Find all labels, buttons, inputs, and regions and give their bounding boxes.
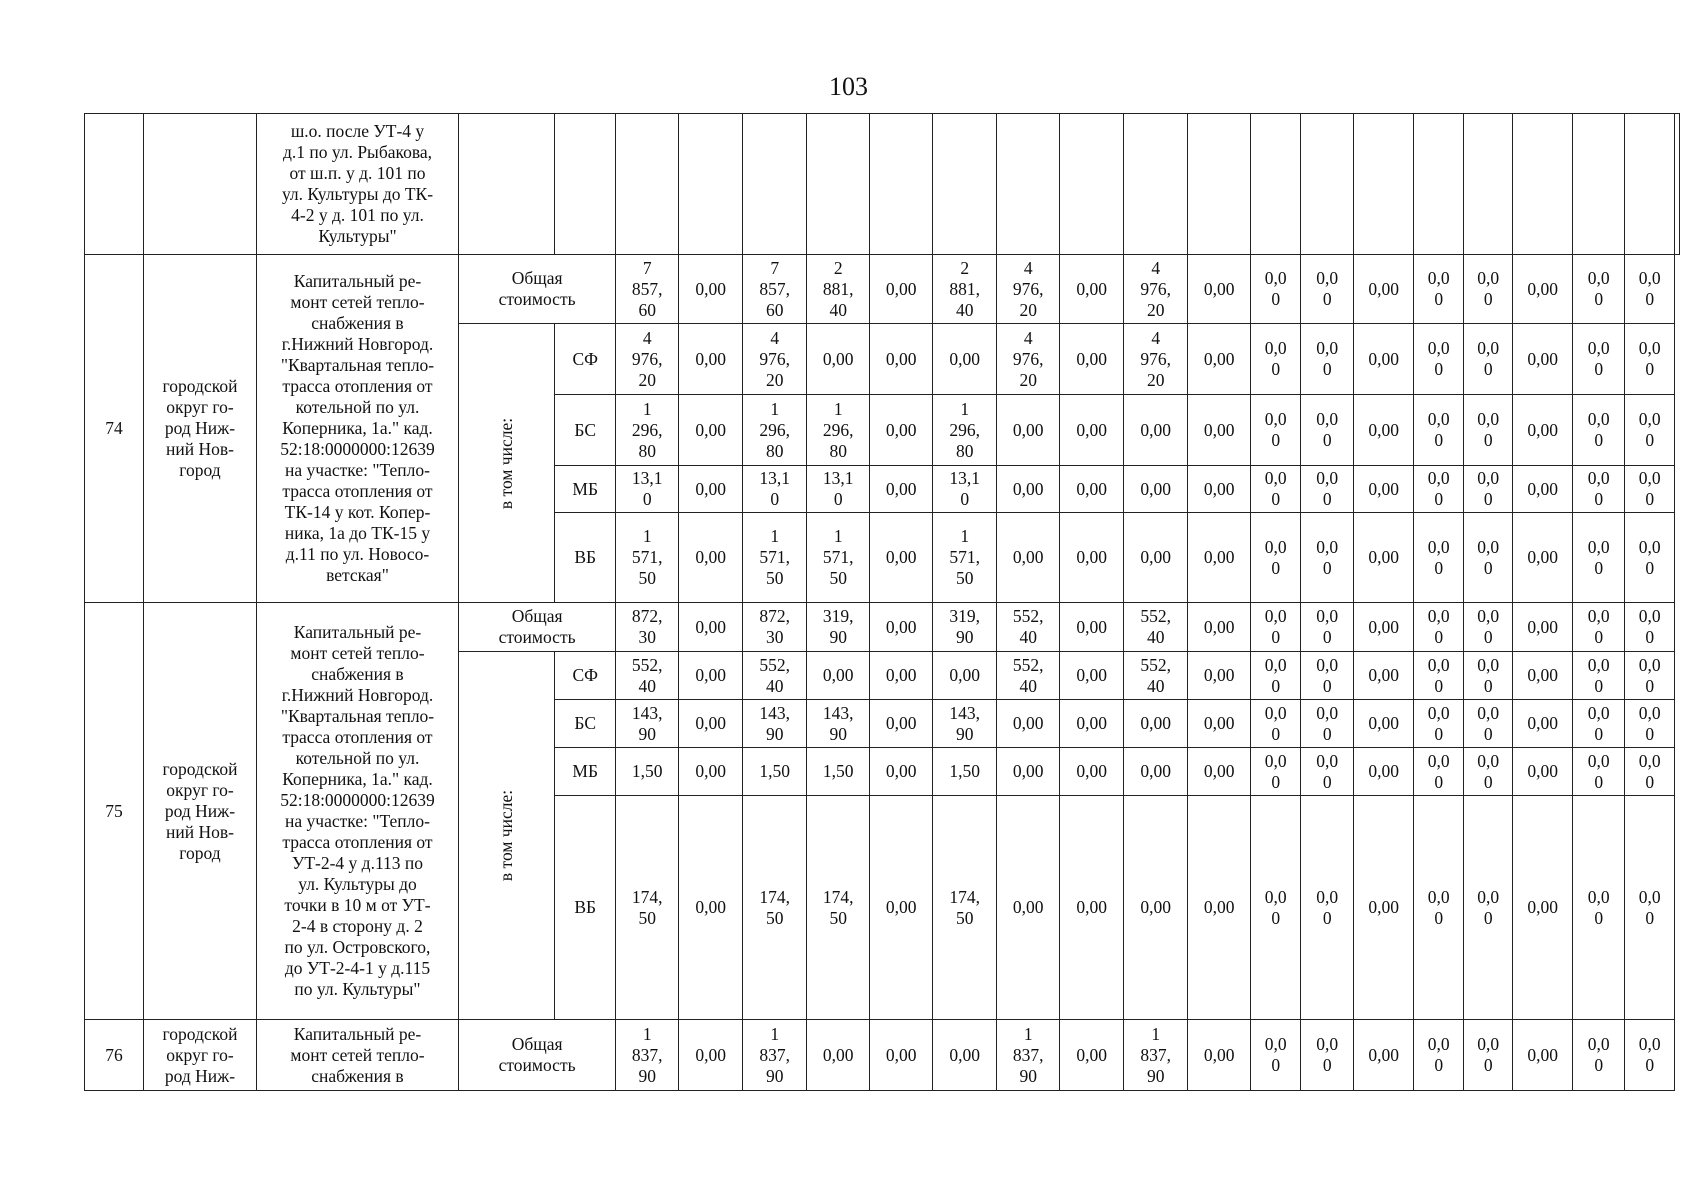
value-cell: 0,0 0: [1464, 395, 1513, 466]
value-cell: [1188, 114, 1251, 255]
value-cell: 0,00: [870, 796, 933, 1020]
municipality-cell: [144, 114, 257, 255]
including-label-text: в том числе:: [496, 417, 517, 509]
value-cell: 0,00: [1513, 395, 1573, 466]
value-cell: 13,1 0: [743, 466, 807, 513]
value-cell: 0,00: [1188, 324, 1251, 395]
value-cell: 0,0 0: [1251, 1020, 1301, 1091]
value-cell: 0,00: [1060, 395, 1124, 466]
value-cell: 1,50: [933, 748, 997, 796]
value-cell: 2 881, 40: [807, 255, 870, 324]
value-cell: 0,00: [1188, 603, 1251, 652]
value-cell: 0,00: [870, 603, 933, 652]
municipality-cell: городской округ го- род Ниж-: [144, 1020, 257, 1091]
total-cost-label: Общая стоимость: [459, 603, 616, 652]
value-cell: [679, 114, 743, 255]
value-cell: 0,0 0: [1573, 748, 1625, 796]
municipality-cell: городской округ го- род Ниж- ний Нов- город: [144, 255, 257, 603]
value-cell: 4 976, 20: [1124, 324, 1188, 395]
including-label: [459, 652, 555, 1020]
value-cell: [933, 114, 997, 255]
value-cell: 0,0 0: [1625, 513, 1675, 603]
value-cell: 0,0 0: [1301, 324, 1354, 395]
value-cell: 0,0 0: [1464, 748, 1513, 796]
total-cost-label: Общая стоимость: [459, 255, 616, 324]
value-cell: 0,00: [1513, 255, 1573, 324]
value-cell: 0,00: [679, 255, 743, 324]
value-cell: 0,00: [1513, 466, 1573, 513]
value-cell: [1124, 114, 1188, 255]
value-cell: 0,0 0: [1251, 652, 1301, 700]
table-row: [85, 255, 1680, 324]
value-cell: 1 296, 80: [743, 395, 807, 466]
value-cell: 0,0 0: [1464, 796, 1513, 1020]
value-cell: 0,0 0: [1464, 466, 1513, 513]
value-cell: [1513, 114, 1573, 255]
value-cell: 143, 90: [933, 700, 997, 748]
value-cell: 0,0 0: [1301, 700, 1354, 748]
funding-source: ВБ: [555, 796, 616, 1020]
value-cell: 0,00: [1513, 324, 1573, 395]
value-cell: 1 837, 90: [1124, 1020, 1188, 1091]
value-cell: 1 296, 80: [807, 395, 870, 466]
value-cell: 4 976, 20: [616, 324, 679, 395]
page-number: 103: [829, 72, 868, 101]
value-cell: 0,00: [807, 652, 870, 700]
empty-cell: [459, 114, 555, 255]
value-cell: 0,00: [997, 466, 1060, 513]
value-cell: 0,0 0: [1251, 324, 1301, 395]
value-cell: 0,00: [1354, 796, 1414, 1020]
budget-table: [84, 113, 1680, 1091]
row-number: 76: [85, 1020, 144, 1091]
funding-source: СФ: [555, 324, 616, 395]
funding-source: СФ: [555, 652, 616, 700]
value-cell: [1573, 114, 1625, 255]
value-cell: 1 837, 90: [743, 1020, 807, 1091]
value-cell: 0,0 0: [1625, 255, 1675, 324]
table-row: [85, 603, 1680, 652]
value-cell: 0,0 0: [1301, 603, 1354, 652]
value-cell: 0,00: [1060, 1020, 1124, 1091]
value-cell: 0,00: [1513, 700, 1573, 748]
value-cell: 0,00: [933, 324, 997, 395]
value-cell: 0,00: [1188, 255, 1251, 324]
value-cell: 319, 90: [807, 603, 870, 652]
value-cell: 1 571, 50: [743, 513, 807, 603]
value-cell: 552, 40: [1124, 603, 1188, 652]
value-cell: 0,00: [1124, 466, 1188, 513]
value-cell: 0,0 0: [1301, 652, 1354, 700]
value-cell: 0,00: [679, 796, 743, 1020]
value-cell: 0,0 0: [1251, 513, 1301, 603]
empty-cell: [555, 114, 616, 255]
value-cell: 0,00: [1354, 395, 1414, 466]
value-cell: 0,00: [870, 1020, 933, 1091]
table-row: [85, 1020, 1680, 1091]
value-cell: 0,00: [679, 1020, 743, 1091]
value-cell: 0,00: [1060, 748, 1124, 796]
row-number: [85, 114, 144, 255]
value-cell: [870, 114, 933, 255]
value-cell: 552, 40: [997, 603, 1060, 652]
value-cell: [1354, 114, 1414, 255]
value-cell: 0,00: [997, 513, 1060, 603]
value-cell: 0,00: [679, 652, 743, 700]
value-cell: 0,00: [1188, 748, 1251, 796]
value-cell: 0,0 0: [1301, 513, 1354, 603]
value-cell: 13,1 0: [807, 466, 870, 513]
value-cell: 2 881, 40: [933, 255, 997, 324]
value-cell: 0,00: [1354, 748, 1414, 796]
row-number: 74: [85, 255, 144, 603]
value-cell: 0,0 0: [1414, 324, 1464, 395]
value-cell: 0,0 0: [1301, 395, 1354, 466]
value-cell: 0,00: [1124, 513, 1188, 603]
value-cell: 0,0 0: [1414, 652, 1464, 700]
value-cell: [1060, 114, 1124, 255]
value-cell: 0,00: [1060, 513, 1124, 603]
value-cell: 0,00: [1060, 603, 1124, 652]
value-cell: 872, 30: [743, 603, 807, 652]
value-cell: 0,00: [997, 395, 1060, 466]
value-cell: 0,00: [870, 652, 933, 700]
value-cell: 0,00: [1188, 796, 1251, 1020]
value-cell: 0,0 0: [1625, 466, 1675, 513]
value-cell: 0,00: [1513, 796, 1573, 1020]
value-cell: 0,00: [870, 395, 933, 466]
value-cell: 0,0 0: [1464, 255, 1513, 324]
funding-source: ВБ: [555, 513, 616, 603]
value-cell: [1464, 114, 1513, 255]
description-cell: Капитальный ре- монт сетей тепло- снабжения в: [257, 1020, 459, 1091]
value-cell: [616, 114, 679, 255]
value-cell: 0,00: [870, 748, 933, 796]
funding-source: БС: [555, 700, 616, 748]
value-cell: 0,00: [1124, 395, 1188, 466]
value-cell: 0,00: [1060, 255, 1124, 324]
value-cell: 1 571, 50: [807, 513, 870, 603]
value-cell: 0,00: [1354, 255, 1414, 324]
value-cell: 552, 40: [616, 652, 679, 700]
value-cell: 0,00: [870, 513, 933, 603]
value-cell: [1251, 114, 1301, 255]
value-cell: [997, 114, 1060, 255]
value-cell: 174, 50: [933, 796, 997, 1020]
value-cell: 0,00: [933, 1020, 997, 1091]
value-cell: 0,0 0: [1625, 796, 1675, 1020]
value-cell: 0,0 0: [1414, 700, 1464, 748]
value-cell: 0,00: [1188, 513, 1251, 603]
value-cell: 0,00: [1513, 603, 1573, 652]
value-cell: 0,00: [997, 700, 1060, 748]
value-cell: 0,0 0: [1573, 700, 1625, 748]
value-cell: 0,0 0: [1573, 652, 1625, 700]
value-cell: 143, 90: [807, 700, 870, 748]
value-cell: [1675, 114, 1680, 255]
value-cell: 552, 40: [997, 652, 1060, 700]
value-cell: 0,00: [1354, 466, 1414, 513]
value-cell: [1301, 114, 1354, 255]
value-cell: 0,0 0: [1251, 603, 1301, 652]
value-cell: 0,0 0: [1464, 513, 1513, 603]
value-cell: 4 976, 20: [1124, 255, 1188, 324]
value-cell: 0,00: [1513, 1020, 1573, 1091]
value-cell: 0,0 0: [1251, 395, 1301, 466]
value-cell: 0,0 0: [1573, 513, 1625, 603]
total-cost-label: Общая стоимость: [459, 1020, 616, 1091]
description-cell: ш.о. после УТ-4 у д.1 по ул. Рыбакова, от ш.п. у д. 101 по ул. Культуры до ТК- 4-2 у д. 101 по ул. Культуры": [257, 114, 459, 255]
value-cell: 0,00: [1188, 395, 1251, 466]
value-cell: 0,00: [1188, 700, 1251, 748]
value-cell: [807, 114, 870, 255]
value-cell: 0,00: [1354, 652, 1414, 700]
value-cell: 0,00: [997, 748, 1060, 796]
value-cell: 552, 40: [743, 652, 807, 700]
value-cell: 7 857, 60: [743, 255, 807, 324]
value-cell: 0,0 0: [1464, 700, 1513, 748]
value-cell: 0,0 0: [1414, 748, 1464, 796]
value-cell: 1,50: [807, 748, 870, 796]
description-cell: Капитальный ре- монт сетей тепло- снабжения в г.Нижний Новгород. "Квартальная тепло- трасса отопления от котельной по ул. Коперника, 1а." кад. 52:18:0000000:12639 на участке: "Тепло- трасса отопления от ТК-14 у кот. Копер- ника, 1а до ТК-15 у д.11 по ул. Новосо- ветская": [257, 255, 459, 603]
value-cell: 7 857, 60: [616, 255, 679, 324]
value-cell: 0,00: [870, 255, 933, 324]
value-cell: 0,00: [870, 700, 933, 748]
value-cell: 0,00: [1513, 652, 1573, 700]
value-cell: 0,00: [1060, 324, 1124, 395]
value-cell: 1,50: [616, 748, 679, 796]
value-cell: 1 571, 50: [933, 513, 997, 603]
value-cell: 0,00: [679, 513, 743, 603]
value-cell: 0,0 0: [1573, 1020, 1625, 1091]
value-cell: 0,0 0: [1251, 255, 1301, 324]
value-cell: 174, 50: [616, 796, 679, 1020]
value-cell: 0,00: [1188, 1020, 1251, 1091]
value-cell: 174, 50: [807, 796, 870, 1020]
value-cell: 0,00: [1354, 1020, 1414, 1091]
value-cell: 13,1 0: [616, 466, 679, 513]
value-cell: 0,0 0: [1625, 395, 1675, 466]
value-cell: 0,00: [1060, 466, 1124, 513]
value-cell: [1625, 114, 1675, 255]
value-cell: 0,00: [807, 324, 870, 395]
including-label-text: в том числе:: [496, 789, 517, 882]
value-cell: 0,0 0: [1573, 324, 1625, 395]
value-cell: 0,0 0: [1414, 513, 1464, 603]
value-cell: 0,0 0: [1251, 748, 1301, 796]
value-cell: 0,00: [1354, 700, 1414, 748]
value-cell: 0,00: [679, 324, 743, 395]
value-cell: 0,0 0: [1464, 324, 1513, 395]
row-number: 75: [85, 603, 144, 1020]
value-cell: 0,0 0: [1464, 652, 1513, 700]
value-cell: 0,00: [1124, 700, 1188, 748]
value-cell: 0,0 0: [1573, 395, 1625, 466]
value-cell: 0,0 0: [1251, 796, 1301, 1020]
value-cell: 0,00: [807, 1020, 870, 1091]
value-cell: 1 296, 80: [616, 395, 679, 466]
description-cell: Капитальный ре- монт сетей тепло- снабжения в г.Нижний Новгород. "Квартальная тепло- трасса отопления от котельной по ул. Коперника, 1а." кад. 52:18:0000000:12639 на участке: "Тепло- трасса отопления от УТ-2-4 у д.113 по ул. Культуры до точки в 10 м от УТ- 2-4 в сторону д. 2 по ул. Островского, до УТ-2-4-1 у д.115 по ул. Культуры": [257, 603, 459, 1020]
value-cell: 0,0 0: [1301, 796, 1354, 1020]
value-cell: 0,0 0: [1573, 466, 1625, 513]
value-cell: 13,1 0: [933, 466, 997, 513]
value-cell: 0,0 0: [1573, 603, 1625, 652]
value-cell: 1 296, 80: [933, 395, 997, 466]
value-cell: 0,0 0: [1301, 255, 1354, 324]
value-cell: 0,0 0: [1464, 1020, 1513, 1091]
value-cell: 0,0 0: [1464, 603, 1513, 652]
municipality-cell: городской округ го- род Ниж- ний Нов- город: [144, 603, 257, 1020]
value-cell: 0,0 0: [1625, 603, 1675, 652]
value-cell: 0,00: [1060, 652, 1124, 700]
value-cell: 0,00: [679, 395, 743, 466]
value-cell: 552, 40: [1124, 652, 1188, 700]
value-cell: 0,00: [1354, 513, 1414, 603]
value-cell: 0,00: [870, 466, 933, 513]
value-cell: 0,00: [679, 700, 743, 748]
value-cell: 0,00: [1124, 748, 1188, 796]
value-cell: 143, 90: [743, 700, 807, 748]
value-cell: 0,0 0: [1625, 748, 1675, 796]
table-row: [85, 114, 1680, 255]
value-cell: 0,0 0: [1625, 652, 1675, 700]
value-cell: 0,00: [1513, 748, 1573, 796]
value-cell: 0,0 0: [1301, 466, 1354, 513]
value-cell: 0,00: [1188, 466, 1251, 513]
value-cell: 0,00: [1060, 700, 1124, 748]
value-cell: 4 976, 20: [997, 324, 1060, 395]
funding-source: МБ: [555, 466, 616, 513]
value-cell: 0,00: [1354, 603, 1414, 652]
value-cell: 4 976, 20: [997, 255, 1060, 324]
value-cell: 143, 90: [616, 700, 679, 748]
including-label: [459, 324, 555, 603]
value-cell: 0,0 0: [1301, 1020, 1354, 1091]
value-cell: 0,0 0: [1414, 395, 1464, 466]
value-cell: 4 976, 20: [743, 324, 807, 395]
value-cell: 0,0 0: [1573, 255, 1625, 324]
value-cell: 0,0 0: [1625, 700, 1675, 748]
value-cell: 0,00: [679, 748, 743, 796]
value-cell: 319, 90: [933, 603, 997, 652]
value-cell: 0,0 0: [1251, 700, 1301, 748]
value-cell: 0,0 0: [1625, 1020, 1675, 1091]
value-cell: [743, 114, 807, 255]
value-cell: 0,00: [1188, 652, 1251, 700]
value-cell: 0,00: [1354, 324, 1414, 395]
value-cell: 0,0 0: [1573, 796, 1625, 1020]
value-cell: 0,00: [1124, 796, 1188, 1020]
funding-source: БС: [555, 395, 616, 466]
value-cell: 0,00: [1513, 513, 1573, 603]
value-cell: 0,0 0: [1414, 796, 1464, 1020]
value-cell: 0,00: [870, 324, 933, 395]
value-cell: 1,50: [743, 748, 807, 796]
value-cell: 0,00: [679, 466, 743, 513]
value-cell: 0,00: [679, 603, 743, 652]
value-cell: [1414, 114, 1464, 255]
value-cell: 174, 50: [743, 796, 807, 1020]
value-cell: 0,0 0: [1414, 255, 1464, 324]
value-cell: 872, 30: [616, 603, 679, 652]
value-cell: 0,00: [1060, 796, 1124, 1020]
value-cell: 0,0 0: [1414, 466, 1464, 513]
value-cell: 0,0 0: [1251, 466, 1301, 513]
value-cell: 0,0 0: [1625, 324, 1675, 395]
value-cell: 1 837, 90: [997, 1020, 1060, 1091]
funding-source: МБ: [555, 748, 616, 796]
value-cell: 0,0 0: [1414, 603, 1464, 652]
value-cell: 0,00: [997, 796, 1060, 1020]
value-cell: 0,0 0: [1301, 748, 1354, 796]
value-cell: 1 571, 50: [616, 513, 679, 603]
value-cell: 0,00: [933, 652, 997, 700]
value-cell: 0,0 0: [1414, 1020, 1464, 1091]
value-cell: 1 837, 90: [616, 1020, 679, 1091]
